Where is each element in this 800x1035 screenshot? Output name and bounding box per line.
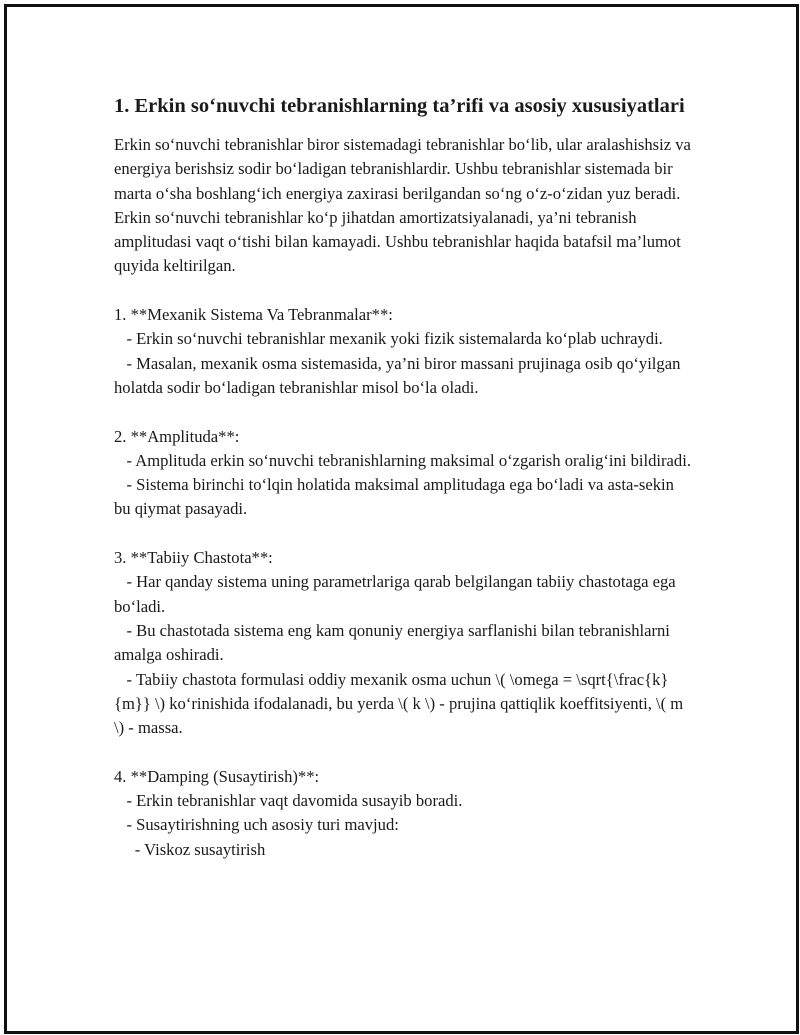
spacer: [114, 400, 694, 424]
intro-paragraph: Erkin so‘nuvchi tebranishlar biror sistemadagi tebranishlar bo‘lib, ular aralashishsiz va energiya berishsiz sodir bo‘ladigan tebranishlardir. Ushbu tebranishlar sistemada bir marta o‘sha boshlang‘ich energiya zaxirasi berilgandan so‘ng o‘z-o‘zidan yuz beradi. Erkin so‘nuvchi tebranishlar ko‘p jihatdan amortizatsiyalanadi, ya’ni tebranish amplitudasi vaqt o‘tishi bilan kamayadi. Ushbu tebranishlar haqida batafsil ma’lumot quyida keltirilgan.: [114, 135, 691, 276]
list-item: - Viskoz susaytirish: [114, 839, 266, 859]
section-heading: 1. Erkin so‘nuvchi tebranishlarning ta’rifi va asosiy xususiyatlari: [114, 95, 685, 117]
list-item: - Amplituda erkin so‘nuvchi tebranishlarning maksimal o‘zgarish oralig‘ini bildiradi.: [114, 450, 691, 470]
section-title: 2. **Amplituda**:: [114, 426, 240, 446]
list-item: - Sistema birinchi to‘lqin holatida maksimal amplitudaga ega bo‘ladi va asta-sekin bu qiymat pasayadi.: [114, 475, 679, 519]
spacer: [114, 522, 694, 546]
section-tabiiy-chastota: [114, 546, 694, 740]
spacer: [114, 279, 694, 303]
list-item: - Har qanday sistema uning parametrlariga qarab belgilangan tabiiy chastotaga ega bo‘ladi.: [114, 572, 680, 616]
section-amplituda: [114, 425, 694, 522]
section-mexanik-sistema: [114, 303, 694, 400]
section-damping: [114, 765, 694, 862]
section-title: 4. **Damping (Susaytirish)**:: [114, 766, 320, 786]
list-item: - Susaytirishning uch asosiy turi mavjud:: [114, 815, 399, 835]
spacer: [114, 740, 694, 764]
section-title: 3. **Tabiiy Chastota**:: [114, 548, 273, 568]
section-title: 1. **Mexanik Sistema Va Tebranmalar**:: [114, 305, 393, 325]
document-body: [114, 92, 694, 862]
list-item: - Tabiiy chastota formulasi oddiy mexanik osma uchun \( \omega = \sqrt{\frac{k}{m}} \) ko‘rinishida ifodalanadi, bu yerda \( k \) - prujina qattiqlik koeffitsiyenti, \( m \) - massa.: [114, 669, 688, 738]
list-item: - Bu chastotada sistema eng kam qonuniy energiya sarflanishi bilan tebranishlarni amalga oshiradi.: [114, 620, 675, 665]
list-item: - Masalan, mexanik osma sistemasida, ya’ni biror massani prujinaga osib qo‘yilgan holatda sodir bo‘ladigan tebranishlar misol bo‘la oladi.: [114, 353, 685, 397]
list-item: - Erkin so‘nuvchi tebranishlar mexanik yoki fizik sistemalarda ko‘plab uchraydi.: [114, 329, 663, 349]
list-item: - Erkin tebranishlar vaqt davomida susayib boradi.: [114, 791, 463, 811]
